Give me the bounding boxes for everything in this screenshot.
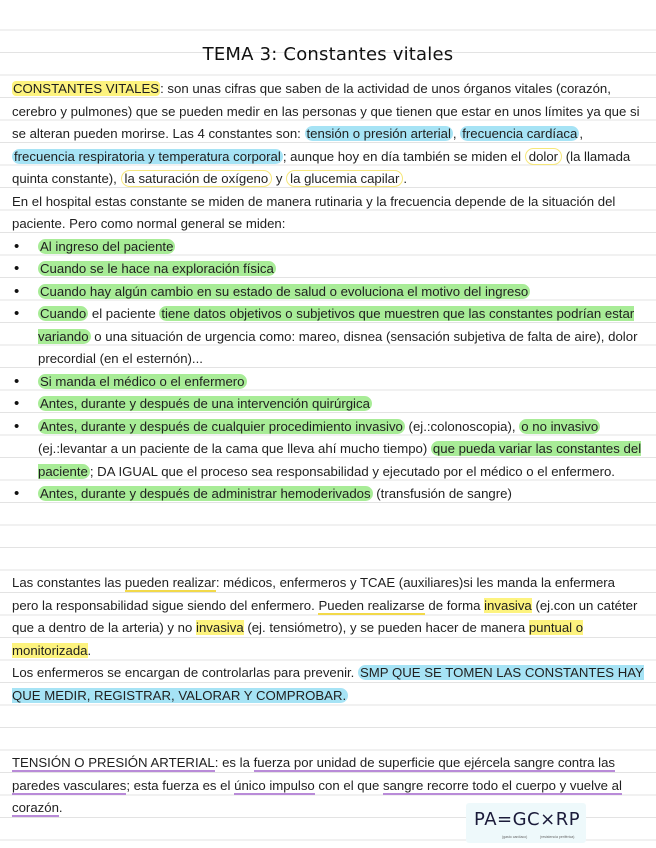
- highlight-no-invasiva: invasiva: [196, 620, 244, 635]
- constant-saturacion: la saturación de oxígeno: [121, 170, 273, 187]
- bullet-text: tiene datos objetivos o subjetivos que muestren que las constantes podrían estar variando: [38, 306, 635, 344]
- list-item: [12, 303, 644, 371]
- bullet-text: Antes, durante y después de administrar hemoderivados: [40, 486, 371, 501]
- underlined-text: fuerza por unidad de superficie que ejércela sangre contra las paredes vasculares: [12, 755, 616, 793]
- intro-text: y: [272, 171, 287, 186]
- tension-text: .: [58, 800, 63, 815]
- list-item: [12, 416, 644, 484]
- highlight-invasiva: invasiva: [484, 597, 532, 613]
- prevenir-text: Los enfermeros se encargan de controlarlas para prevenir.: [12, 665, 358, 680]
- quien-text: (ej. tensiómetro), y se pueden hacer de manera: [243, 620, 529, 635]
- highlight-smp: SMP QUE SE TOMEN LAS CONSTANTES HAY QUE MEDIR, REGISTRAR, VALORAR Y COMPROBAR.: [12, 665, 644, 703]
- bullet-text: (ej.:levantar a un paciente de la cama que lleva ahí mucho tiempo): [38, 441, 431, 456]
- bullet-text: Cuando: [40, 306, 87, 321]
- quien-text: .: [87, 642, 92, 658]
- intro-section: [12, 78, 644, 506]
- hospital-paragraph: En el hospital estas constante se miden de manera rutinaria y la frecuencia depende de la situación del paciente. Pero como normal general se miden:: [12, 193, 616, 231]
- list-item: [12, 371, 644, 394]
- term-constantes-vitales: CONSTANTES VITALES: [13, 81, 160, 96]
- bullet-text: Antes, durante y después de una intervención quirúrgica: [40, 396, 370, 411]
- bullet-text: (ej.:colonoscopia),: [404, 418, 520, 434]
- intro-paragraph: [12, 78, 644, 191]
- formula-box: [466, 803, 586, 843]
- tension-text: ; esta fuerza es el: [126, 777, 235, 793]
- tension-text: : es la: [214, 755, 254, 770]
- prevenir-paragraph: [12, 662, 644, 707]
- constant-dolor: dolor: [525, 148, 562, 165]
- bullet-text: o una situación de urgencia como: mareo, disnea (sensación subjetiva de falta de aire), dolor precordial (en el esternón)...: [38, 328, 638, 366]
- underlined-text: único impulso: [234, 777, 315, 793]
- bullet-text: Antes, durante y después de cualquier procedimiento invasivo: [40, 418, 403, 434]
- tension-text: con el que: [314, 777, 383, 793]
- intro-text: (la llamada quinta constante),: [12, 148, 631, 186]
- formula-note-gc: (gasto cardíaco): [502, 835, 528, 839]
- bullet-text: que pueda variar las constantes del paciente: [38, 441, 642, 479]
- bullet-text: el paciente: [88, 306, 160, 321]
- bullet-text: Si manda el médico o el enfermero: [40, 373, 245, 389]
- constant-frecuencia-cardiaca: frecuencia cardíaca: [462, 126, 578, 141]
- quien-text: : médicos, enfermeros y TCAE (auxiliares)si les manda la enfermera pero la responsabilidad sigue siendo del enfermero.: [12, 575, 616, 613]
- constant-glucemia: la glucemia capilar: [286, 170, 403, 187]
- bullet-list: [12, 236, 644, 506]
- quien-text: Las constantes las: [12, 575, 125, 590]
- constant-tension: tensión o presión arterial: [306, 126, 451, 141]
- intro-text: .: [403, 171, 408, 186]
- intro-text: ; aunque hoy en día también se miden el: [282, 148, 525, 164]
- bullet-text: (transfusión de sangre): [372, 486, 512, 501]
- bullet-text: Cuando se le hace na exploración física: [40, 261, 274, 276]
- underlined-text: Pueden realizarse: [318, 597, 425, 613]
- quien-section: [12, 572, 644, 707]
- formula-expression: PA=GC×RP: [474, 809, 581, 830]
- underlined-text: pueden realizar: [124, 575, 216, 590]
- term-tension: TENSIÓN O PRESIÓN ARTERIAL: [12, 755, 215, 770]
- page-title: TEMA 3: Constantes vitales: [202, 44, 454, 65]
- bullet-text: ; DA IGUAL que el proceso sea responsabilidad y ejecutado por el médico o el enfermero.: [89, 463, 615, 479]
- separator: ,: [579, 126, 584, 141]
- bullet-text: Al ingreso del paciente: [40, 238, 174, 254]
- quien-text: (ej.con un catéter que a dentro de la arteria) y no: [12, 597, 638, 635]
- underlined-text: sangre recorre todo el cuerpo y vuelve al corazón: [12, 777, 622, 815]
- list-item: [12, 281, 644, 304]
- constant-frecuencia-respiratoria: frecuencia respiratoria y temperatura corporal: [14, 148, 281, 164]
- list-item: [12, 393, 644, 416]
- intro-text: : son unas cifras que saben de la actividad de unos órganos vitales (corazón, cerebro y pulmones) que se pueden medir en las personas y que tienen que estar en unos límites ya que si se alteran pueden morirse. Las 4 constantes son:: [12, 81, 640, 141]
- bullet-text: Cuando hay algún cambio en su estado de salud o evoluciona el motivo del ingreso: [40, 283, 529, 299]
- list-item: [12, 258, 644, 281]
- list-item: [12, 236, 644, 259]
- highlight-puntual: puntual o monitorizada: [12, 620, 584, 658]
- quien-paragraph: [12, 572, 644, 662]
- bullet-text: o no invasivo: [521, 418, 599, 434]
- formula-note-rp: (resistencia periférica): [540, 835, 575, 839]
- separator: ,: [452, 126, 461, 141]
- quien-text: de forma: [424, 597, 485, 613]
- list-item: [12, 483, 644, 506]
